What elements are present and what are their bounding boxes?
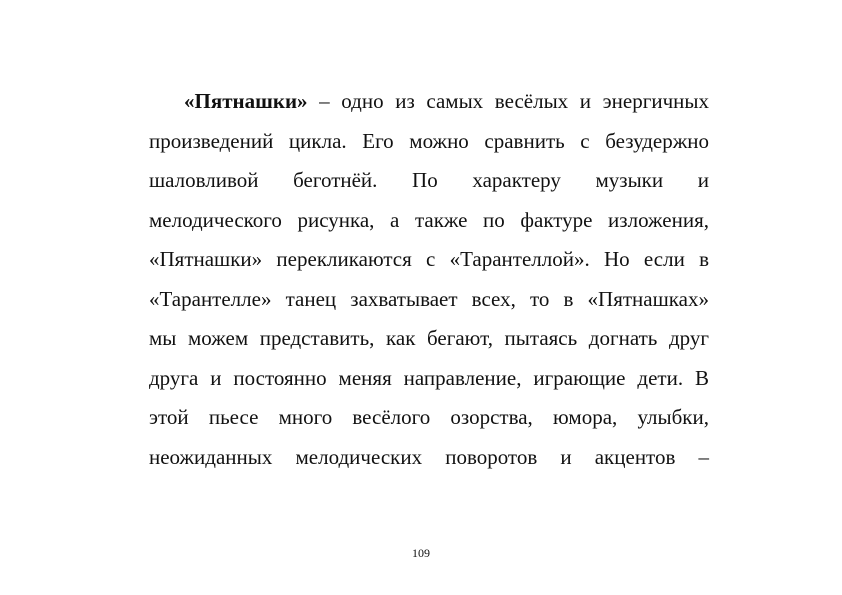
paragraph-line-2: произведений цикла. Его можно сравнить с безудержно [149,128,709,153]
paragraph-line-4: мелодического рисунка, а также по фактуре изложения, [149,207,709,232]
line-1-text: – одно из самых весёлых и энергичных [307,89,709,113]
paragraph-line-8: друга и постоянно меняя направление, играющие дети. В [149,365,709,390]
paragraph-line-5: «Пятнашки» перекликаются с «Тарантеллой». Но если в [149,247,709,271]
title-phrase: «Пятнашки» [184,89,308,113]
paragraph-line-10: неожиданных мелодических поворотов и акцентов – [149,444,709,469]
paragraph-line-3: шаловливой беготнёй. По характеру музыки и [149,168,709,192]
page-number: 109 [412,546,430,560]
paragraph-line-1 [149,86,709,126]
paragraph [149,86,709,481]
paragraph-line-6: «Тарантелле» танец захватывает всех, то в «Пятнашках» [149,286,709,311]
paragraph-line-9: этой пьесе много весёлого озорства, юмора, улыбки, [149,405,709,429]
paragraph-line-7: мы можем представить, как бегают, пытаясь догнать друг [149,326,709,350]
